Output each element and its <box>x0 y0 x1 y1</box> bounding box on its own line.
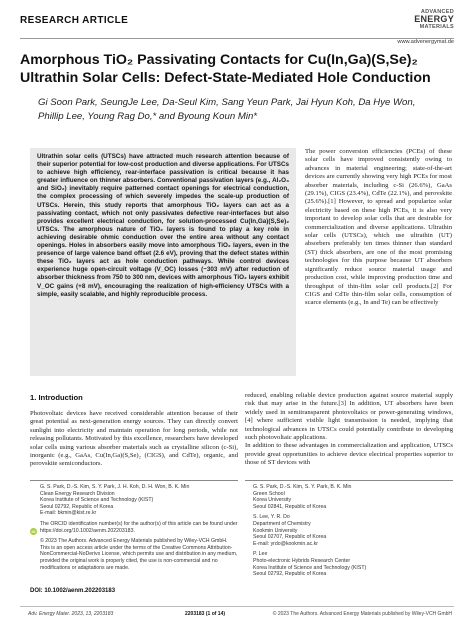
affiliation-line: Korea University <box>253 497 292 504</box>
right-column <box>305 148 452 308</box>
right-column-continued <box>245 392 453 468</box>
affiliation-line: Seoul 02792, Republic of Korea <box>253 571 327 578</box>
affiliation-line: Green School <box>253 490 285 497</box>
introduction-section <box>30 393 238 469</box>
affiliation-line: Kookmin University <box>253 527 298 534</box>
abstract-text: Ultrathin solar cells (UTSCs) have attracted much research attention because of their superior potential for low-cost production and diverse applications. For UTSCs to achieve high efficiency, rear-interface passivation is critical because it has greater influence on thinner absorbers. Conventional passivation layers (e.g., Al₂O₃ and SiO₂) inevitably require patterned contact openings for electrical conduction, the complex processing of which severely impedes the scale-up production of UTSCs. Herein, this study reports that amorphous TiO₂ layers can act as a passivating contact, which not only passivates defective rear-interfaces but also provides excellent electrical conduction, for solution-processed Cu(In,Ga)(S,Se)₂ UTSCs. The amorphous nature of TiO₂ layers is found to play a key role in achieving desirable ohmic conduction over the entire area without any contact openings. Holes in absorbers easily move into amorphous TiO₂ layers, even in the presence of large valence band offset (2.6 eV), proving that the defect states within these TiO₂ layers act as hole conduction pathways. While control devices experience huge open-circuit voltage (V_OC) losses (~303 mV) after reduction of absorber thickness from 750 to 300 nm, devices with amorphous TiO₂ layers exhibit V_OC gains (+8 mV), encouraging the realization of high-efficiency UTSCs with a simple, easily scalable, and highly reproducible process. <box>37 153 289 298</box>
article-type-label: RESEARCH ARTICLE <box>20 15 129 26</box>
affiliation-line: Photo-electronic Hybrids Research Center <box>253 557 351 564</box>
orcid-note[interactable]: The ORCID identification number(s) for the author(s) of this article can be found under https://doi.org/10.1002/aenm.202203183. <box>40 520 238 534</box>
affiliation-names: S. Lee, Y. R. Do <box>253 514 290 521</box>
header-rule <box>20 38 454 39</box>
affiliation-email[interactable]: E-mail: bkmin@kist.re.kr <box>40 510 97 517</box>
logo-line-1: ADVANCED <box>420 9 454 15</box>
affiliation-names: G. S. Park, D.-S. Kim, S. Y. Park, J. H. Koh, D. H. Won, B. K. Min <box>40 484 190 490</box>
affiliations-left <box>40 484 238 571</box>
affiliation-line: Clean Energy Research Division <box>40 490 115 497</box>
license-note: © 2023 The Authors. Advanced Energy Materials published by Wiley-VCH GmbH. This is an open access article under the terms of the Creative Commons Attribution-NonCommercial-NoDerivs License, which permits use and distribution in any medium, provided the original work is properly cited, the use is non-commercial and no modifications or adaptations are made. <box>40 538 238 571</box>
authors-line-2: Phillip Lee, Young Rag Do,* and Byoung Koun Min* <box>38 111 258 122</box>
affiliation-email[interactable]: E-mail: yrdo@kookmin.ac.kr <box>253 540 318 547</box>
affiliation-line: Seoul 02707, Republic of Korea <box>253 534 327 541</box>
footer-citation: Adv. Energy Mater. 2023, 13, 2203183 <box>28 611 114 617</box>
page-header <box>20 9 454 45</box>
affiliation-divider-right <box>245 480 453 481</box>
affiliation-line: Department of Chemistry <box>253 520 311 527</box>
logo-line-2: ENERGY <box>414 14 454 25</box>
affiliation-line: Korea Institute of Science and Technology (KIST) <box>253 564 367 571</box>
right-column-text: The power conversion efficiencies (PCEs) of these solar cells have improved consistently owing to advances in material engineering; state-of-the-art devices are currently showing very high PCEs for most absorber materials, including c-Si (26.6%), GaAs (29.1%), CIGS (23.4%), CdTe (22.1%), and perovskite (25.6%).[1] However, to spread and popularize solar electricity based on these high PCEs, it is also very important to develop solar cells that are desirable for commercialization and diverse applications. Ultrathin solar cells (UTSCs), which use ultrathin (UT) absorbers preferably ten times thinner than standard (ST) thick absorbers, are one of the most promising technologies for this purpose because UT absorbers significantly reduce source material usage and production cost, while improving production time and throughput of thin-film solar cell products.[2] For CIGS and CdTe thin-film solar cells, consumption of scarce elements (e.g., In and Te) can be effectively <box>305 148 452 307</box>
affiliation-names: G. S. Park, D.-S. Kim, S. Y. Park, B. K. Min <box>253 484 352 490</box>
affiliation-line: Korea Institute of Science and Technology (KIST) <box>40 497 154 504</box>
affiliation-line: Seoul 02841, Republic of Korea <box>253 503 327 510</box>
continued-text: reduced, enabling reliable device production against source material supply risk that may arise in the future.[3] In addition, UT absorbers have been widely used in semitransparent photovoltaics or power-generating windows,[4] where sufficient visible light transmission is needed, implying that technological advances in UTSCs could potentially contribute to developing such photovoltaic applications. In addition to these advantages in commercialization and application, UTSCs provide great opportunities to achieve device electrical properties superior to those of ST devices with <box>245 392 453 467</box>
journal-url[interactable]: www.advenergymat.de <box>397 39 454 45</box>
introduction-text: Photovoltaic devices have received considerable attention because of their great potential as next-generation energy sources. They can directly convert sunlight into electricity and maintain operation for long periods, while not releasing pollutants. Motivated by this excellence, researchers have developed solar cells using various absorber materials such as crystalline silicon (c-Si), inorganic (e.g., GaAs, Cu(In,Ga)(S,Se)₂ (CIGS), and CdTe), organic, and perovskite semiconductors. <box>30 410 238 468</box>
affiliations-right <box>253 484 451 578</box>
author-list <box>38 96 458 124</box>
article-title: Amorphous TiO₂ Passivating Contacts for Cu(In,Ga)(S,Se)₂ Ultrathin Solar Cells: Defect-State-Mediated Hole Conduction <box>20 52 431 86</box>
footer-page-number: 2203183 (1 of 14) <box>185 611 226 617</box>
logo-line-3: MATERIALS <box>419 24 454 31</box>
section-heading: 1. Introduction <box>30 393 83 402</box>
affiliation-divider-left <box>30 480 238 481</box>
footer-copyright: © 2023 The Authors. Advanced Energy Materials published by Wiley-VCH GmbH <box>272 611 452 617</box>
footer-rule <box>20 606 454 607</box>
journal-logo <box>414 9 454 31</box>
affiliation-line: Seoul 02792, Republic of Korea <box>40 503 114 510</box>
orcid-icon[interactable]: iD <box>31 529 36 534</box>
affiliation-names: P. Lee <box>253 551 268 558</box>
doi-label[interactable]: DOI: 10.1002/aenm.202203183 <box>30 588 116 594</box>
abstract-box <box>30 148 296 376</box>
authors-line-1: Gi Soon Park, SeungJe Lee, Da-Seul Kim, Sang Yeun Park, Jai Hyun Koh, Da Hye Won, <box>38 97 416 108</box>
